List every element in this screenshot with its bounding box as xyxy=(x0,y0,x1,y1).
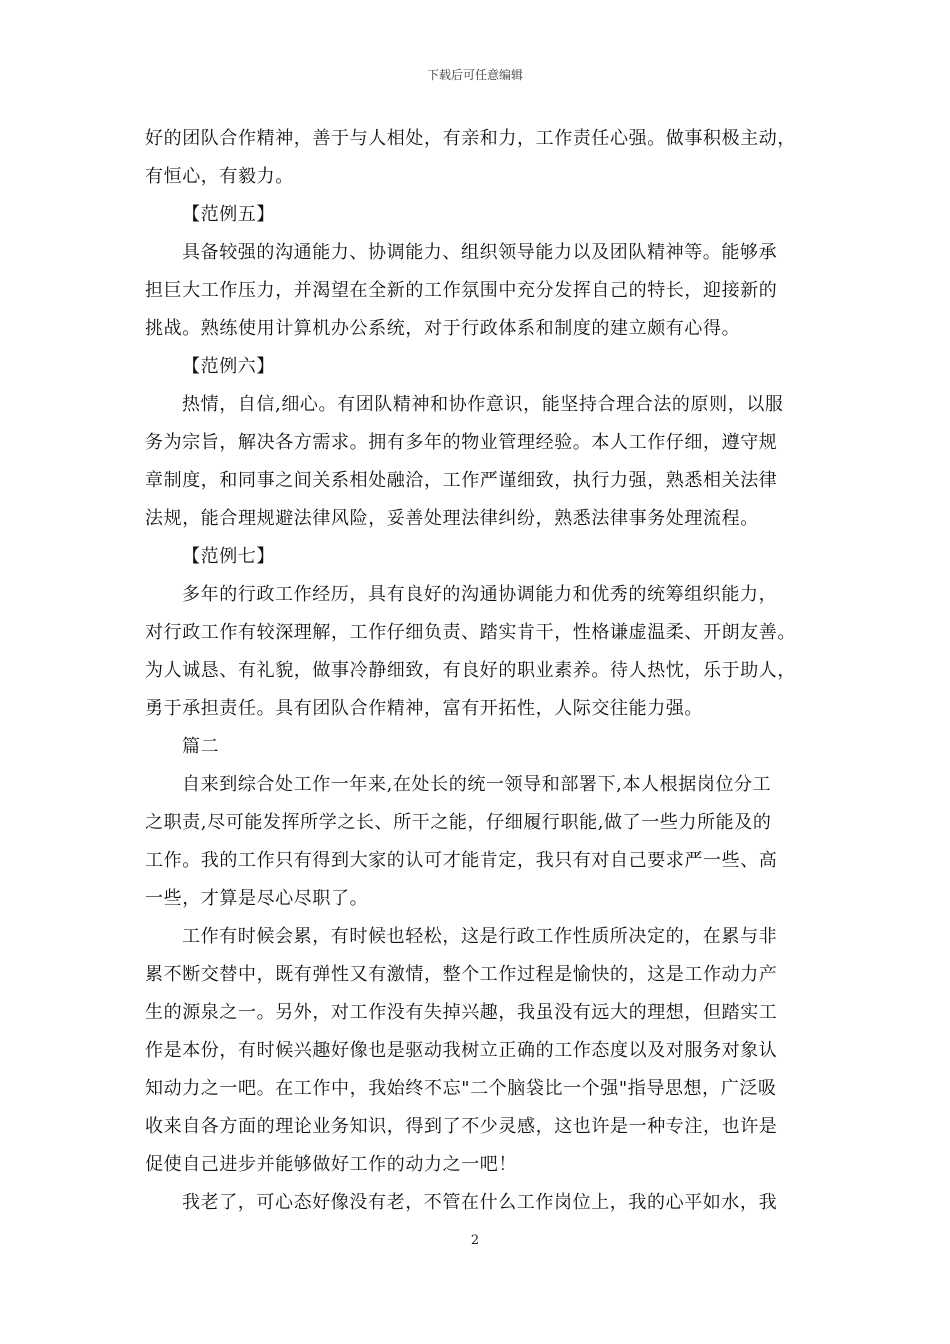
text-line: 工作有时候会累，有时候也轻松，这是行政工作性质所决定的，在累与非 xyxy=(182,926,778,947)
section-heading: 【范例五】 xyxy=(182,204,275,225)
page-number: 2 xyxy=(470,1233,480,1248)
text-line: 具备较强的沟通能力、协调能力、组织领导能力以及团队精神等。能够承 xyxy=(182,242,778,263)
text-line: 之职责,尽可能发挥所学之长、所干之能，仔细履行职能,做了一些力所能及的 xyxy=(145,812,772,833)
text-line: 收来自各方面的理论业务知识，得到了不少灵感，这也许是一种专注，也许是 xyxy=(145,1116,778,1137)
text-line: 担巨大工作压力，并渴望在全新的工作氛围中充分发挥自己的特长，迎接新的 xyxy=(145,280,778,301)
text-line: 生的源泉之一。另外，对工作没有失掉兴趣，我虽没有远大的理想，但踏实工 xyxy=(145,1002,778,1023)
text-line: 累不断交替中，既有弹性又有激情，整个工作过程是愉快的，这是工作动力产 xyxy=(145,964,778,985)
text-line: 作是本份，有时候兴趣好像也是驱动我树立正确的工作态度以及对服务对象认 xyxy=(145,1040,778,1061)
text-line: 我老了，可心态好像没有老，不管在什么工作岗位上，我的心平如水，我 xyxy=(182,1192,778,1213)
section-heading: 【范例七】 xyxy=(182,546,275,567)
text-line: 务为宗旨，解决各方需求。拥有多年的物业管理经验。本人工作仔细，遵守规 xyxy=(145,432,778,453)
text-line: 自来到综合处工作一年来,在处长的统一领导和部署下,本人根据岗位分工 xyxy=(182,774,772,795)
text-line: 热情，自信,细心。有团队精神和协作意识，能坚持合理合法的原则，以服 xyxy=(182,394,784,415)
text-line: 对行政工作有较深理解，工作仔细负责、踏实肯干，性格谦虚温柔、开朗友善。 xyxy=(145,622,796,643)
text-line: 挑战。熟练使用计算机办公系统，对于行政体系和制度的建立颇有心得。 xyxy=(145,318,741,339)
text-line: 法规，能合理规避法律风险，妥善处理法律纠纷，熟悉法律事务处理流程。 xyxy=(145,508,759,529)
text-line: 一些，才算是尽心尽职了。 xyxy=(145,888,369,909)
text-line: 促使自己进步并能够做好工作的动力之一吧！ xyxy=(145,1154,517,1175)
text-line: 知动力之一吧。在工作中，我始终不忘"二个脑袋比一个强"指导思想，广泛吸 xyxy=(145,1078,777,1099)
text-line: 为人诚恳、有礼貌，做事冷静细致，有良好的职业素养。待人热忱，乐于助人， xyxy=(145,660,796,681)
section-heading: 篇二 xyxy=(182,736,220,757)
text-line: 章制度，和同事之间关系相处融洽，工作严谨细致，执行力强，熟悉相关法律 xyxy=(145,470,778,491)
text-line: 多年的行政工作经历，具有良好的沟通协调能力和优秀的统筹组织能力， xyxy=(182,584,778,605)
section-heading: 【范例六】 xyxy=(182,356,275,377)
page-header: 下载后可任意编辑 xyxy=(426,68,523,82)
text-line: 工作。我的工作只有得到大家的认可才能肯定，我只有对自己要求严一些、高 xyxy=(145,850,778,871)
text-line: 好的团队合作精神，善于与人相处，有亲和力，工作责任心强。做事积极主动， xyxy=(145,128,796,149)
text-line: 有恒心，有毅力。 xyxy=(145,166,294,187)
text-line: 勇于承担责任。具有团队合作精神，富有开拓性，人际交往能力强。 xyxy=(145,698,703,719)
